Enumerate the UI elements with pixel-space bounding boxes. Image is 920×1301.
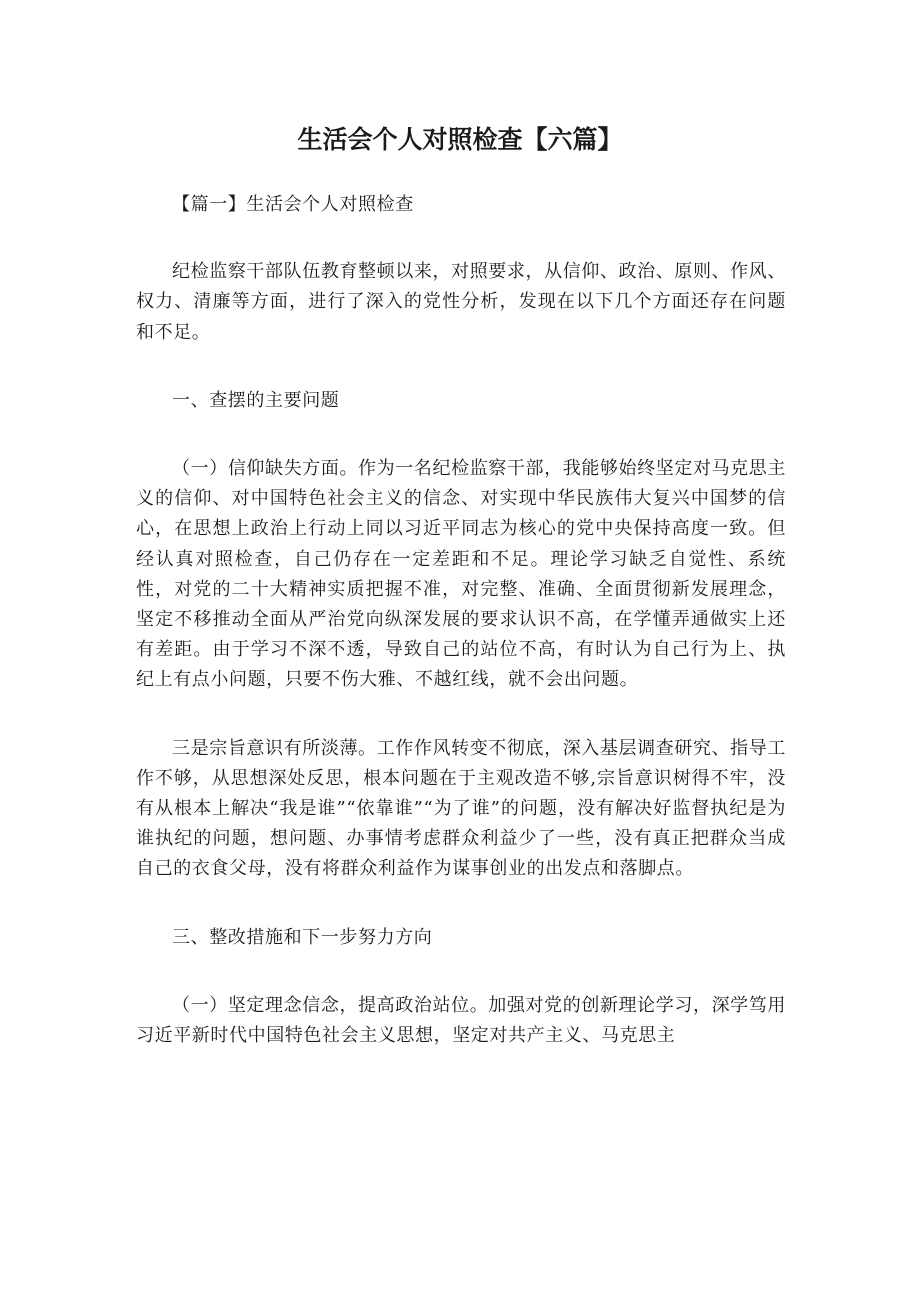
section-subtitle: 【篇一】生活会个人对照检查: [172, 194, 414, 215]
document-body: [136, 190, 786, 1051]
section-heading-problems: 一、查摆的主要问题: [172, 389, 340, 411]
section-heading-measures: 三、整改措施和下一步努力方向: [172, 926, 433, 948]
paragraph-purpose: 三是宗旨意识有所淡薄。工作作风转变不彻底，深入基层调查研究、指导工作不够，从思想深处反思，根本问题在于主观改造不够,宗旨意识树得不牢，没有从根本上解决“我是谁”“依靠谁”“为了谁”的问题，没有解决好监督执纪是为谁执纪的问题，想问题、办事情考虑群众利益少了一些，没有真正把群众当成自己的衣食父母，没有将群众利益作为谋事创业的出发点和落脚点。: [136, 737, 786, 880]
paragraph-faith: （一）信仰缺失方面。作为一名纪检监察干部，我能够始终坚定对马克思主义的信仰、对中国特色社会主义的信念、对实现中华民族伟大复兴中国梦的信心，在思想上政治上行动上同以习近平同志为核心的党中央保持高度一致。但经认真对照检查，自己仍存在一定差距和不足。理论学习缺乏自觉性、系统性，对党的二十大精神实质把握不准，对完整、准确、全面贯彻新发展理念，坚定不移推动全面从严治党向纵深发展的要求认识不高，在学懂弄通做实上还有差距。由于学习不深不透，导致自己的站位不高，有时认为自己行为上、执纪上有点小问题，只要不伤大雅、不越红线，就不会出问题。: [136, 458, 786, 691]
document-title: 生活会个人对照检查【六篇】: [297, 125, 623, 154]
paragraph-measure-1: （一）坚定理念信念，提高政治站位。加强对党的创新理论学习，深学笃用习近平新时代中国特色社会主义思想，坚定对共产主义、马克思主: [136, 994, 786, 1047]
intro-paragraph: 纪检监察干部队伍教育整顿以来，对照要求，从信仰、政治、原则、作风、权力、清廉等方面，进行了深入的党性分析，发现在以下几个方面还存在问题和不足。: [136, 261, 786, 343]
